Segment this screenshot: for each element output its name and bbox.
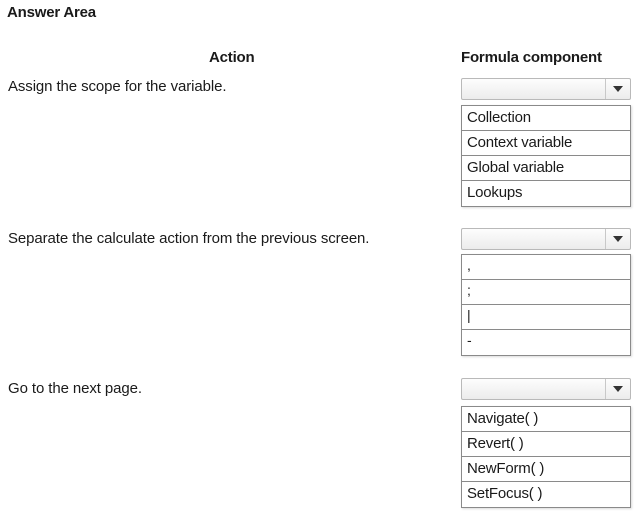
action-text-row-3: Go to the next page.	[8, 380, 142, 397]
option-navigate[interactable]: Navigate( )	[462, 407, 630, 432]
option-comma[interactable]: ,	[462, 255, 630, 280]
option-semicolon[interactable]: ;	[462, 280, 630, 305]
option-newform[interactable]: NewForm( )	[462, 457, 630, 482]
option-setfocus[interactable]: SetFocus( )	[467, 485, 543, 502]
action-column-header: Action	[209, 49, 255, 66]
action-text-row-1: Assign the scope for the variable.	[8, 78, 227, 95]
formula-dropdown-row-1[interactable]	[461, 78, 631, 100]
option-lookups[interactable]: Lookups	[467, 184, 523, 201]
chevron-down-icon[interactable]	[605, 229, 630, 249]
option-revert[interactable]: Revert( )	[462, 432, 630, 457]
formula-options-row-1	[461, 105, 631, 207]
option-hyphen[interactable]: -	[467, 332, 472, 348]
chevron-down-icon[interactable]	[605, 79, 630, 99]
action-text-row-2: Separate the calculate action from the previous screen.	[8, 230, 370, 247]
option-pipe[interactable]: |	[462, 305, 630, 330]
formula-dropdown-row-2[interactable]	[461, 228, 631, 250]
chevron-down-icon[interactable]	[605, 379, 630, 399]
formula-options-row-2	[461, 254, 631, 356]
option-collection[interactable]: Collection	[462, 106, 630, 131]
option-context-variable[interactable]: Context variable	[462, 131, 630, 156]
answer-area-title: Answer Area	[7, 4, 96, 21]
formula-options-row-3	[461, 406, 631, 508]
formula-component-column-header: Formula component	[461, 49, 602, 66]
formula-dropdown-row-3[interactable]	[461, 378, 631, 400]
option-global-variable[interactable]: Global variable	[462, 156, 630, 181]
